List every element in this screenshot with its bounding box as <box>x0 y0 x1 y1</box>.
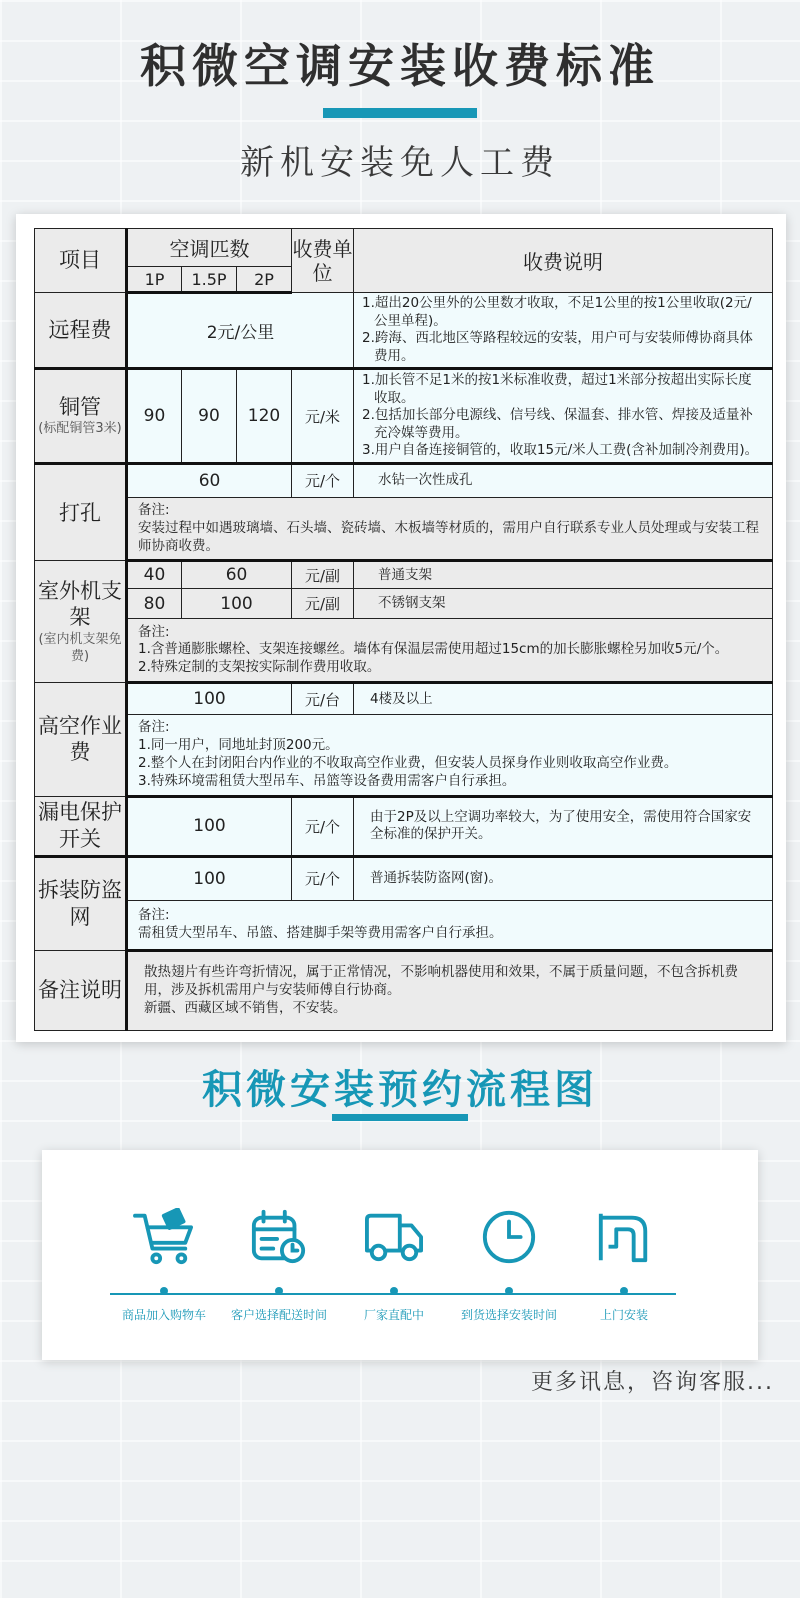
flow-step-5 <box>549 1208 699 1322</box>
row-copper-desc <box>354 369 773 464</box>
bracket-r1-desc: 普通支架 <box>354 561 773 589</box>
guard-note <box>127 900 773 950</box>
copper-desc-3: 3.用户自备连接铜管的，收取15元/米人工费(含补加制冷剂费用)。 <box>362 442 759 459</box>
flow-step-label: 上门安装 <box>599 1308 648 1322</box>
header-unit: 收费单位 <box>292 229 354 293</box>
row-bracket-name <box>35 561 127 683</box>
height-note <box>127 715 773 796</box>
drill-note <box>127 497 773 560</box>
remark-line-2: 新疆、西藏区域不销售，不安装。 <box>144 999 347 1016</box>
header-ac: 空调匹数 <box>127 229 292 267</box>
header-15p: 1.5P <box>182 267 237 293</box>
bracket-note-1: 1.含普通膨胀螺栓、支架连接螺丝。墙体有保温层需使用超过15cm的加长膨胀螺栓另加收5元/个。 <box>138 641 729 658</box>
copper-name: 铜管 <box>59 395 101 420</box>
title-underline <box>323 108 477 118</box>
copper-15p: 90 <box>182 369 237 464</box>
calendar-icon <box>248 1208 310 1266</box>
flow-dot <box>390 1287 398 1295</box>
guard-note-text: 需租赁大型吊车、吊篮、搭建脚手架等费用需客户自行承担。 <box>138 924 503 941</box>
header-1p: 1P <box>127 267 182 293</box>
drill-unit: 元/个 <box>292 463 354 497</box>
copper-desc-2: 2.包括加长部分电源线、信号线、保温套、排水管、焊接及适量补充冷媒等费用。 <box>362 407 753 441</box>
copper-sub: (标配铜管3米) <box>38 421 122 437</box>
flow-step-label: 厂家直配中 <box>363 1308 424 1322</box>
flow-title: 积微安装预约流程图 <box>202 1067 598 1113</box>
height-desc: 4楼及以上 <box>354 683 773 715</box>
flow-dot <box>160 1287 168 1295</box>
header-item: 项目 <box>35 229 127 293</box>
bracket-note-title: 备注: <box>138 623 170 640</box>
copper-2p: 120 <box>237 369 292 464</box>
height-note-1: 1.同一用户，同地址封顶200元。 <box>138 737 339 754</box>
bracket-r2-b: 100 <box>182 589 292 619</box>
height-price: 100 <box>127 683 292 715</box>
flow-title-underline <box>332 1114 468 1121</box>
flow-step-label: 到货选择安装时间 <box>460 1308 557 1322</box>
drill-note-text: 安装过程中如遇玻璃墙、石头墙、瓷砖墙、木板墙等材质的，需用户自行联系专业人员处理或与安装工程师协商收费。 <box>138 519 759 554</box>
row-copper-name <box>35 369 127 464</box>
page-title: 积微空调安装收费标准 <box>140 39 660 93</box>
row-drill-name: 打孔 <box>35 463 127 560</box>
flow-dot <box>505 1287 513 1295</box>
drill-note-title: 备注: <box>138 501 170 518</box>
truck-icon <box>363 1208 425 1266</box>
row-remote-desc <box>354 293 773 369</box>
height-note-2: 2.整个人在封闭阳台内作业的不收取高空作业费，但安装人员探身作业则收取高空作业费。 <box>138 754 678 771</box>
flow-step-label: 客户选择配送时间 <box>230 1308 327 1322</box>
row-breaker-name: 漏电保护开关 <box>35 796 127 856</box>
fee-card <box>16 214 786 1042</box>
bracket-name: 室外机支架 <box>38 579 122 630</box>
bracket-r2-a: 80 <box>127 589 182 619</box>
copper-desc-1: 1.加长管不足1米的按1米标准收费，超过1米部分按超出实际长度收取。 <box>362 372 752 406</box>
drill-desc: 水钻一次性成孔 <box>354 463 773 497</box>
copper-1p: 90 <box>127 369 182 464</box>
drill-price: 60 <box>127 463 292 497</box>
flow-dot <box>620 1287 628 1295</box>
height-unit: 元/台 <box>292 683 354 715</box>
remote-desc-2: 2.跨海、西北地区等路程较远的安装，用户可与安装师傅协商具体费用。 <box>362 330 753 364</box>
flow-step-label: 商品加入购物车 <box>121 1308 206 1322</box>
flow-card <box>42 1150 758 1360</box>
remark-text <box>127 950 773 1030</box>
remark-line-1: 散热翅片有些许弯折情况，属于正常情况，不影响机器使用和效果，不属于质量问题，不包含拆机费用，涉及拆机需用户与安装师傅自行协商。 <box>144 963 738 998</box>
bracket-r1-b: 60 <box>182 561 292 589</box>
copper-unit: 元/米 <box>292 369 354 464</box>
header-2p: 2P <box>237 267 292 293</box>
cart-icon <box>133 1208 195 1266</box>
breaker-price: 100 <box>127 796 292 856</box>
header-desc: 收费说明 <box>354 229 773 293</box>
guard-unit: 元/个 <box>292 856 354 900</box>
bracket-r2-unit: 元/副 <box>292 589 354 619</box>
bracket-sub: (室内机支架免费) <box>38 631 122 665</box>
row-remark-name: 备注说明 <box>35 950 127 1030</box>
fee-table <box>34 228 773 1031</box>
flow-dot <box>275 1287 283 1295</box>
contact-more-link[interactable]: 更多讯息，咨询客服... <box>531 1370 774 1395</box>
breaker-desc: 由于2P及以上空调功率较大，为了使用安全，需使用符合国家安全标准的保护开关。 <box>354 796 773 856</box>
page-subtitle: 新机安装免人工费 <box>240 143 560 183</box>
height-note-title: 备注: <box>138 719 170 736</box>
guard-price: 100 <box>127 856 292 900</box>
bracket-r2-desc: 不锈钢支架 <box>354 589 773 619</box>
row-remote-price: 2元/公里 <box>127 293 354 369</box>
remote-desc-1: 1.超出20公里外的公里数才收取，不足1公里的按1公里收取(2元/公里单程)。 <box>362 295 752 329</box>
bracket-note-2: 2.特殊定制的支架按实际制作费用收取。 <box>138 659 381 676</box>
row-guard-name: 拆装防盗网 <box>35 856 127 950</box>
bracket-r1-a: 40 <box>127 561 182 589</box>
bracket-r1-unit: 元/副 <box>292 561 354 589</box>
height-note-3: 3.特殊环境需租赁大型吊车、吊篮等设备费用需客户自行承担。 <box>138 772 516 789</box>
breaker-unit: 元/个 <box>292 796 354 856</box>
row-height-name: 高空作业费 <box>35 683 127 796</box>
ac-pipe-icon <box>593 1208 655 1266</box>
row-remote-name: 远程费 <box>35 293 127 369</box>
clock-icon <box>478 1208 540 1266</box>
bracket-note <box>127 619 773 683</box>
guard-desc: 普通拆装防盗网(窗)。 <box>354 856 773 900</box>
guard-note-title: 备注: <box>138 906 170 923</box>
